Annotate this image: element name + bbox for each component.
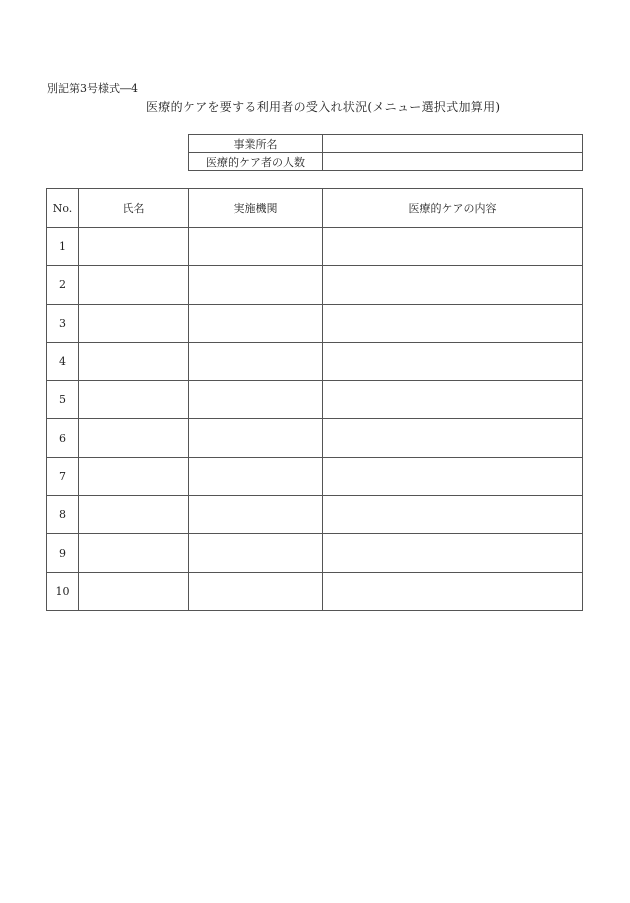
info-table	[188, 134, 583, 171]
institution-cell[interactable]	[189, 266, 323, 304]
name-cell[interactable]	[79, 496, 189, 534]
care-content-cell[interactable]	[323, 496, 583, 534]
name-cell[interactable]	[79, 572, 189, 610]
row-number: 9	[47, 534, 79, 572]
table-row	[47, 496, 583, 534]
office-name-row	[189, 135, 583, 153]
institution-cell[interactable]	[189, 342, 323, 380]
care-recipients-table	[46, 188, 583, 611]
row-number: 3	[47, 304, 79, 342]
institution-cell[interactable]	[189, 457, 323, 495]
row-number: 6	[47, 419, 79, 457]
table-row	[47, 419, 583, 457]
care-count-row	[189, 153, 583, 171]
care-content-cell[interactable]	[323, 534, 583, 572]
page-title: 医療的ケアを要する利用者の受入れ状況(メニュー選択式加算用)	[146, 100, 501, 114]
row-number: 2	[47, 266, 79, 304]
care-count-field[interactable]	[323, 153, 583, 171]
institution-cell[interactable]	[189, 572, 323, 610]
table-row	[47, 266, 583, 304]
row-number: 8	[47, 496, 79, 534]
table-row	[47, 457, 583, 495]
care-content-cell[interactable]	[323, 342, 583, 380]
name-cell[interactable]	[79, 304, 189, 342]
care-content-cell[interactable]	[323, 572, 583, 610]
header-institution: 実施機関	[189, 189, 323, 228]
row-number: 10	[47, 572, 79, 610]
institution-cell[interactable]	[189, 381, 323, 419]
row-number: 4	[47, 342, 79, 380]
name-cell[interactable]	[79, 381, 189, 419]
name-cell[interactable]	[79, 457, 189, 495]
care-content-cell[interactable]	[323, 419, 583, 457]
institution-cell[interactable]	[189, 496, 323, 534]
table-row	[47, 534, 583, 572]
institution-cell[interactable]	[189, 304, 323, 342]
name-cell[interactable]	[79, 342, 189, 380]
name-cell[interactable]	[79, 419, 189, 457]
table-row	[47, 342, 583, 380]
table-header-row	[47, 189, 583, 228]
care-content-cell[interactable]	[323, 266, 583, 304]
table-row	[47, 381, 583, 419]
care-content-cell[interactable]	[323, 304, 583, 342]
office-name-field[interactable]	[323, 135, 583, 153]
office-name-label: 事業所名	[189, 135, 323, 153]
care-content-cell[interactable]	[323, 381, 583, 419]
row-number: 1	[47, 228, 79, 266]
row-number: 7	[47, 457, 79, 495]
header-no: No.	[47, 189, 79, 228]
row-number: 5	[47, 381, 79, 419]
name-cell[interactable]	[79, 266, 189, 304]
institution-cell[interactable]	[189, 228, 323, 266]
care-content-cell[interactable]	[323, 228, 583, 266]
table-row	[47, 572, 583, 610]
care-count-label: 医療的ケア者の人数	[189, 153, 323, 171]
header-care-content: 医療的ケアの内容	[323, 189, 583, 228]
institution-cell[interactable]	[189, 534, 323, 572]
header-name: 氏名	[79, 189, 189, 228]
table-row	[47, 304, 583, 342]
form-id: 別記第3号様式―4	[47, 82, 138, 95]
name-cell[interactable]	[79, 534, 189, 572]
table-row	[47, 228, 583, 266]
care-content-cell[interactable]	[323, 457, 583, 495]
name-cell[interactable]	[79, 228, 189, 266]
institution-cell[interactable]	[189, 419, 323, 457]
